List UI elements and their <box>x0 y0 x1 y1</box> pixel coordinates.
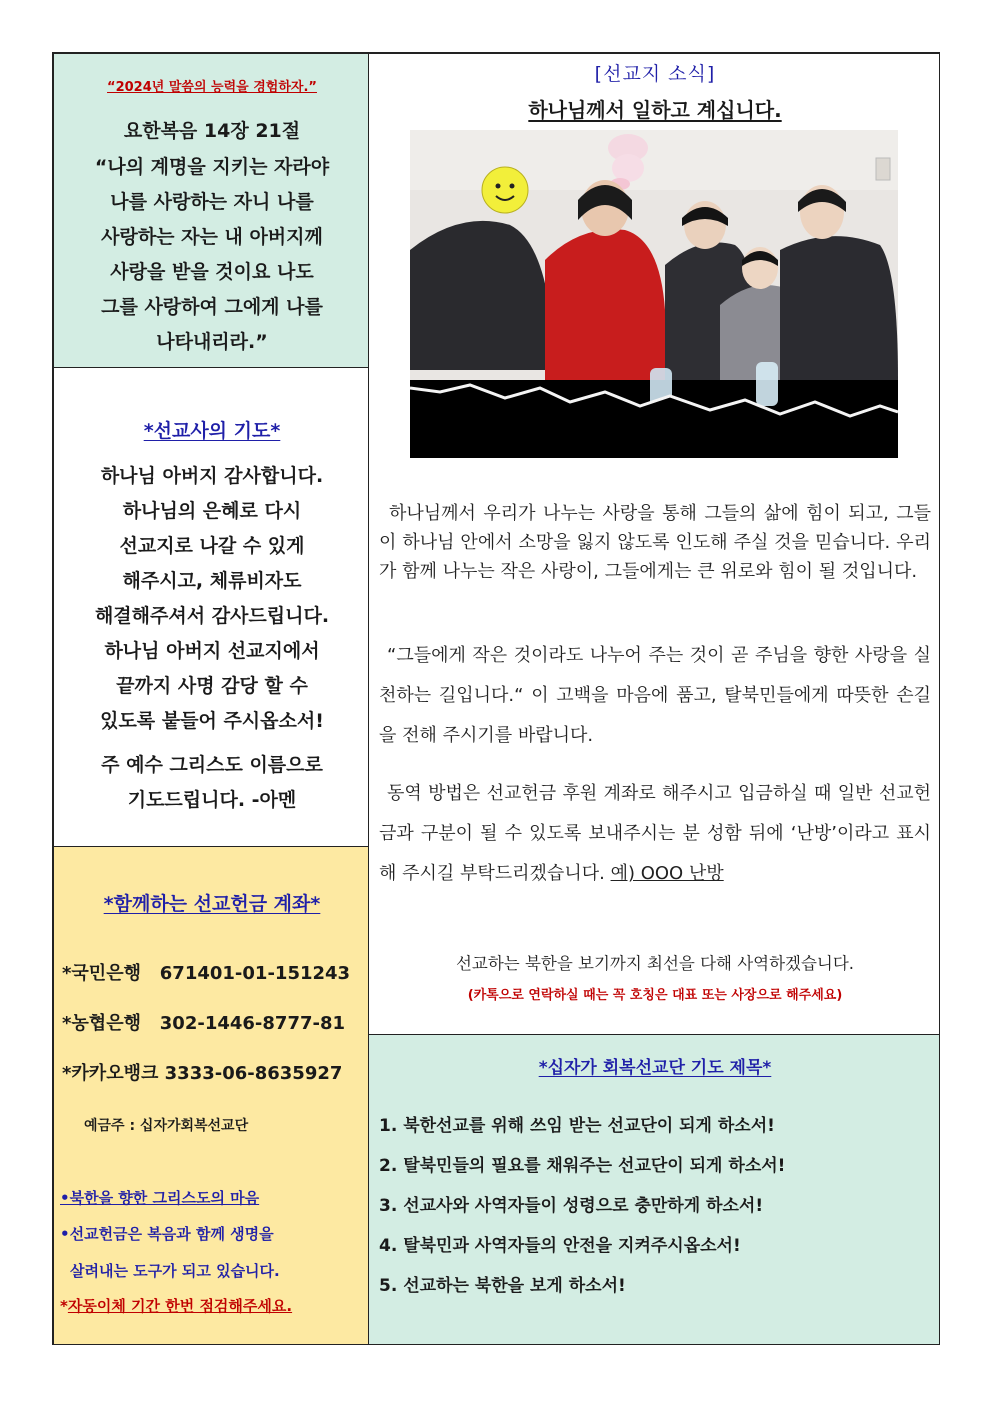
missionary-prayer-panel <box>53 367 369 847</box>
prayer-line: 해결해주셔서 감사드립니다. <box>94 605 330 627</box>
verse-line: 사랑하는 자는 내 아버지께 <box>101 226 323 248</box>
bank-note: •선교헌금은 복음과 함께 생명을 <box>60 1225 274 1243</box>
bank-name: *카카오뱅크 <box>62 1063 159 1084</box>
prayer-line: 선교지로 나갈 수 있게 <box>119 535 305 557</box>
bank-name: *농협은행 <box>62 1013 141 1034</box>
family-photo <box>410 130 898 458</box>
news-headline: 하나님께서 일하고 계십니다. <box>528 98 782 122</box>
verse-line: 나를 사랑하는 자니 나를 <box>110 191 314 213</box>
bank-note: 살려내는 도구가 되고 있습니다. <box>70 1262 280 1280</box>
prayer-topic: 1. 북한선교를 위해 쓰임 받는 선교단이 되게 하소서! <box>379 1116 775 1136</box>
prayer-topic: 2. 탈북민들의 필요를 채워주는 선교단이 되게 하소서! <box>379 1156 786 1176</box>
prayer-line: 있도록 붙들어 주시옵소서! <box>100 710 324 732</box>
bank-name: *국민은행 <box>62 963 141 984</box>
prayer-line: 끝까지 사명 감당 할 수 <box>116 675 308 697</box>
prayer-line: 주 예수 그리스도 이름으로 <box>101 754 323 776</box>
prayer-line: 하나님의 은혜로 다시 <box>122 500 302 522</box>
prayer-line: 하나님 아버지 선교지에서 <box>104 640 320 662</box>
bank-note: •북한을 향한 그리스도의 마음 <box>60 1189 260 1207</box>
news-section-label: [선교지 소식] <box>594 63 716 85</box>
verse-line: 나타내리라.” <box>156 331 268 353</box>
yearly-motto: “2024년 말씀의 능력을 경험하자.” <box>107 80 317 95</box>
prayer-topic: 4. 탈북민과 사역자들의 안전을 지켜주시옵소서! <box>379 1236 741 1256</box>
example-text: 예) OOO 난방 <box>610 863 724 884</box>
verse-line: 그를 사랑하여 그에게 나를 <box>101 296 323 318</box>
face-blur-icon <box>482 167 528 213</box>
prayer-topics-panel <box>368 1034 940 1345</box>
bank-account-row <box>62 959 350 985</box>
prayer-title: *선교사의 기도* <box>143 420 281 442</box>
newsletter-page <box>52 52 940 1345</box>
account-number: 302-1446-8777-81 <box>159 1013 346 1034</box>
mission-news-panel <box>368 53 940 1035</box>
prayer-topic: 5. 선교하는 북한을 보게 하소서! <box>379 1276 626 1296</box>
kakao-contact-note: (카톡으로 연락하실 때는 꼭 호칭은 대표 또는 사장으로 해주세요) <box>467 988 843 1003</box>
verse-line: “나의 계명을 지키는 자라야 <box>94 156 330 178</box>
verse-panel <box>53 53 369 368</box>
verse-line: 사랑을 받을 것이요 나도 <box>110 261 314 283</box>
news-paragraph: 하나님께서 우리가 나누는 사랑을 통해 그들의 삶에 힘이 되고, 그들이 하나님 안에서 소망을 잃지 않도록 인도해 주실 것을 믿습니다. 우리가 함께 나누는 작은 사랑이, 그들에게는 큰 위로와 힘이 될 것입니다. <box>379 503 931 582</box>
bank-account-row <box>62 1009 345 1035</box>
prayer-line: 하나님 아버지 감사합니다. <box>100 465 324 487</box>
account-number: 671401-01-151243 <box>159 963 351 984</box>
news-paragraph: 동역 방법은 선교헌금 후원 계좌로 해주시고 입금하실 때 일반 선교헌금과 구분이 될 수 있도록 보내주시는 분 성함 뒤에 ‘난방’이라고 표시해 주시길 부탁드리겠습니다. 예) OOO 난방 <box>379 783 931 884</box>
news-paragraph: “그들에게 작은 것이라도 나누어 주는 것이 곧 주님을 향한 사랑을 실천하는 길입니다.“ 이 고백을 마음에 품고, 탈북민들에게 따뜻한 손길을 전해 주시기를 바랍니다. <box>379 645 931 746</box>
account-holder: 예금주 : 십자가회복선교단 <box>84 1118 249 1134</box>
prayer-line: 해주시고, 체류비자도 <box>122 570 302 592</box>
bank-account-row <box>62 1059 342 1085</box>
news-closing: 선교하는 북한을 보기까지 최선을 다해 사역하겠습니다. <box>455 954 855 973</box>
topics-title: *십자가 회복선교단 기도 제목* <box>538 1058 772 1078</box>
account-number: 3333-06-8635927 <box>164 1063 343 1084</box>
verse-reference: 요한복음 14장 21절 <box>123 120 301 142</box>
prayer-line: 기도드립니다. -아멘 <box>127 789 297 811</box>
offering-account-panel <box>53 846 369 1345</box>
prayer-topic: 3. 선교사와 사역자들이 성령으로 충만하게 하소서! <box>379 1196 764 1216</box>
auto-transfer-reminder: *자동이체 기간 한번 점검해주세요. <box>60 1297 293 1315</box>
bank-title: *함께하는 선교헌금 계좌* <box>103 893 321 915</box>
